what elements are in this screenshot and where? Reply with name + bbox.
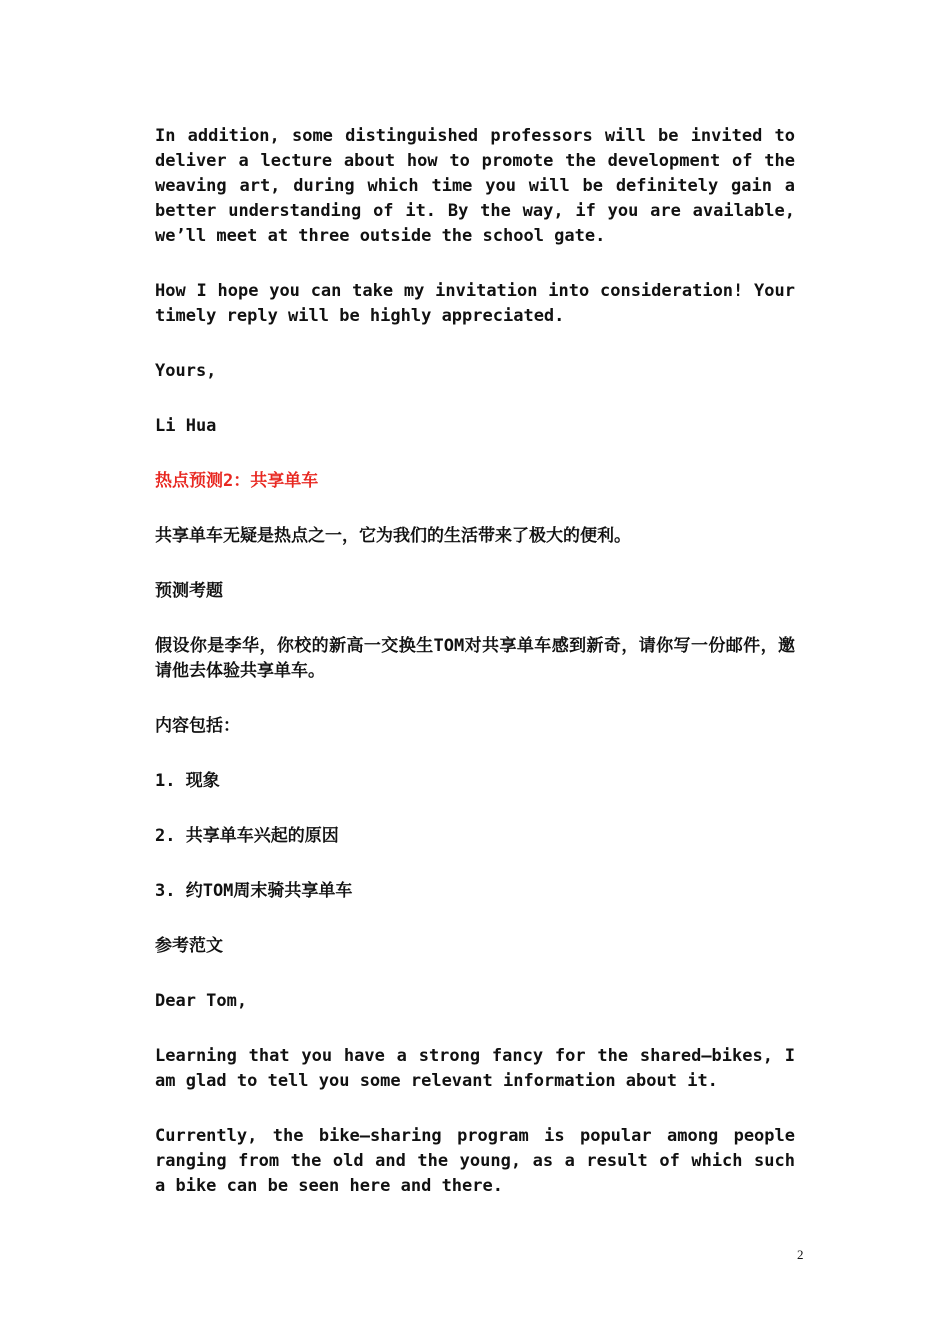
- paragraph-intro-shared-bikes: 共享单车无疑是热点之一，它为我们的生活带来了极大的便利。: [155, 526, 631, 546]
- closing-yours: Yours,: [155, 361, 217, 381]
- subheading-predicted-topic: 预测考题: [155, 581, 223, 601]
- document-body: [155, 124, 795, 1229]
- signature-name: Li Hua: [155, 416, 217, 436]
- subheading-sample-essay: 参考范文: [155, 936, 223, 956]
- page-number: 2: [797, 1247, 804, 1262]
- paragraph-task-description: 假设你是李华，你校的新高一交换生TOM对共享单车感到新奇，请你写一份邮件，邀请他去体验共享单车。: [155, 636, 795, 681]
- section-heading-hot-prediction: 热点预测2：共享单车: [155, 471, 319, 491]
- list-item-2: 2. 共享单车兴起的原因: [155, 826, 339, 846]
- paragraph-currently-popular: Currently, the bike—sharing program is popular among people ranging from the old and the young, as a result of which such a bike can be seen here and there.: [155, 1126, 795, 1196]
- subheading-content-includes: 内容包括：: [155, 716, 240, 736]
- salutation-dear-tom: Dear Tom,: [155, 991, 248, 1011]
- list-item-3: 3. 约TOM周末骑共享单车: [155, 881, 353, 901]
- paragraph-learning-fancy: Learning that you have a strong fancy for the shared—bikes, I am glad to tell you some relevant information about it.: [155, 1046, 795, 1091]
- paragraph-hope-reply: How I hope you can take my invitation into consideration! Your timely reply will be highly appreciated.: [155, 281, 795, 326]
- paragraph-lecture-invitation: In addition, some distinguished professors will be invited to deliver a lecture about how to promote the development of the weaving art, during which time you will be definitely gain a better understanding of it. By the way, if you are available, we’ll meet at three outside the school gate.: [155, 126, 795, 246]
- list-item-1: 1. 现象: [155, 771, 220, 791]
